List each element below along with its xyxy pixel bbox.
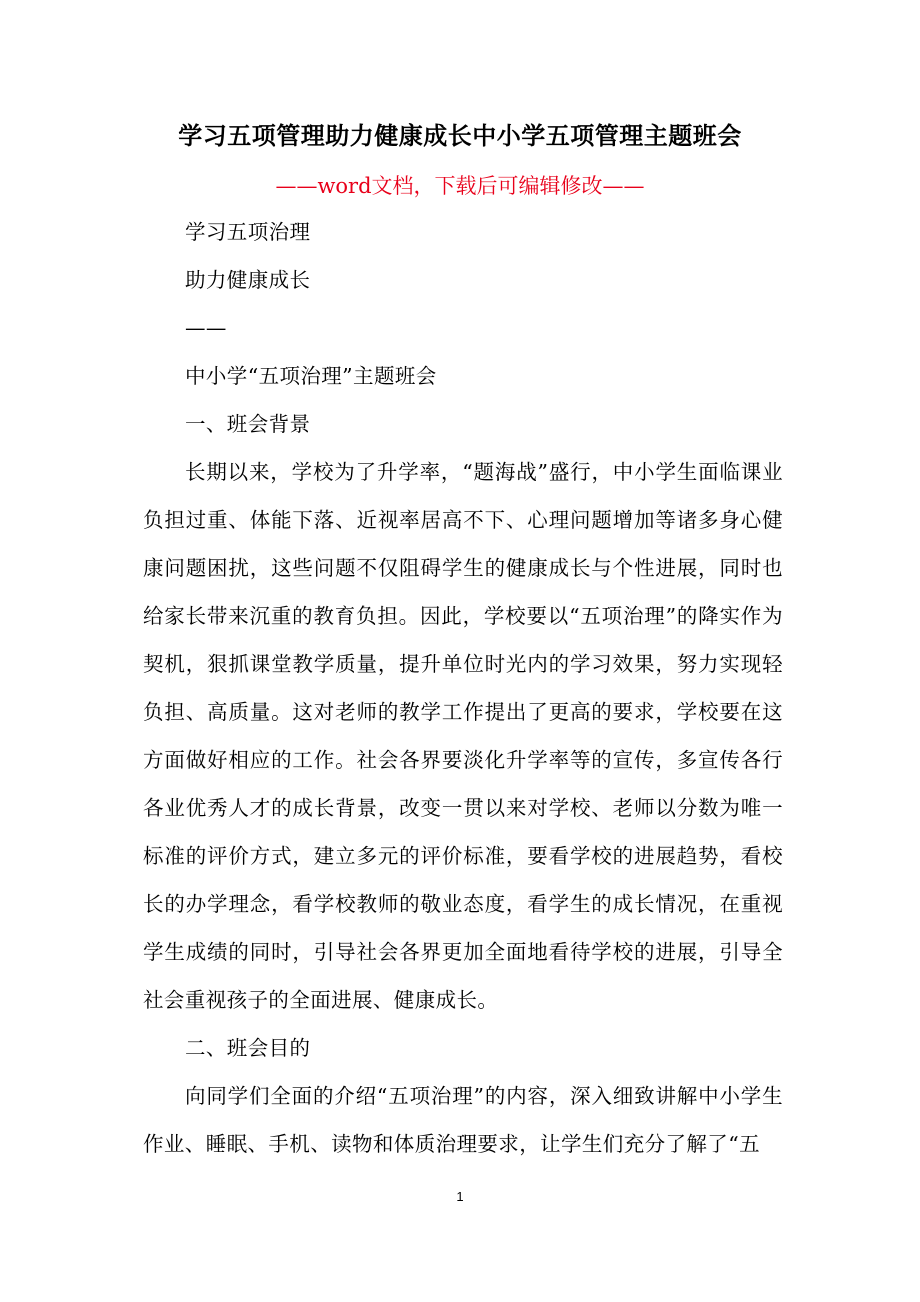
text-line-3: —— [185, 316, 227, 340]
document-subtitle: ——word文档，下载后可编辑修改—— [275, 174, 645, 198]
page-number: 1 [456, 1189, 464, 1204]
text-line-2: 助力健康成长 [185, 268, 311, 292]
section-heading-purpose: 二、班会目的 [185, 1036, 311, 1060]
text-line-4: 中小学“五项治理”主题班会 [185, 364, 437, 388]
document-body [143, 208, 783, 1168]
document-title: 学习五项管理助力健康成长中小学五项管理主题班会 [178, 122, 742, 150]
paragraph-background: 长期以来，学校为了升学率，“题海战”盛行，中小学生面临课业负担过重、体能下落、近视率居高不下、心理问题增加等诸多身心健康问题困扰，这些问题不仅阻碍学生的健康成长与个性进展，同时也给家长带来沉重的教育负担。因此，学校要以“五项治理”的降实作为契机，狠抓课堂教学质量，提升单位时光内的学习效果，努力实现轻负担、高质量。这对老师的教学工作提出了更高的要求，学校要在这方面做好相应的工作。社会各界要淡化升学率等的宣传，多宣传各行各业优秀人才的成长背景，改变一贯以来对学校、老师以分数为唯一标准的评价方式，建立多元的评价标准，要看学校的进展趋势，看校长的办学理念，看学校教师的敬业态度，看学生的成长情况，在重视学生成绩的同时，引导社会各界更加全面地看待学校的进展，引导全社会重视孩子的全面进展、健康成长。 [143, 460, 783, 1012]
section-heading-background: 一、班会背景 [185, 412, 311, 436]
text-line-1: 学习五项治理 [185, 220, 311, 244]
paragraph-purpose: 向同学们全面的介绍“五项治理”的内容，深入细致讲解中小学生作业、睡眠、手机、读物和体质治理要求，让学生们充分了解了“五 [143, 1084, 783, 1156]
